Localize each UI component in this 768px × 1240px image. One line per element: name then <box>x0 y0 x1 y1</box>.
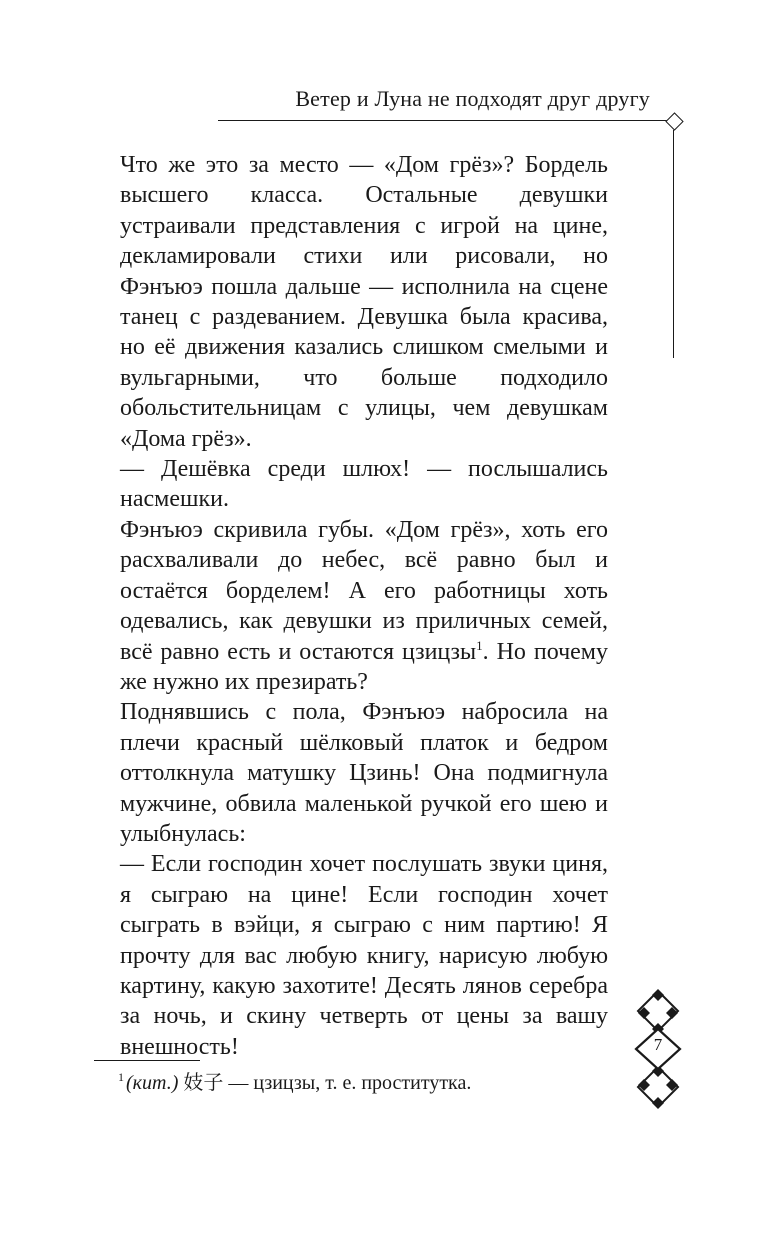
header-diamond-ornament <box>665 112 683 130</box>
footnote-abbr: (кит.) <box>126 1072 179 1094</box>
header-rule <box>218 120 672 121</box>
paragraph: Что же это за место — «Дом грёз»? Бордель высшего класса. Остальные девушки устраивали представления с игрой на цине, декламировали стихи или рисовали, но Фэнъюэ пошла дальше — исполнила на сцене танец с раздеванием. Девушка была красива, но её движения казались слишком смелыми и вульгарными, что больше подходило обольстительницам с улицы, чем девушкам «Дома грёз». <box>120 152 608 452</box>
footnote-rule <box>94 1060 200 1061</box>
page-number: 7 <box>653 1035 663 1054</box>
side-rule <box>673 130 674 358</box>
paragraph: — Если господин хочет послушать звуки циня, я сыграю на цине! Если господин хочет сыграть в вэйци, я сыграю с ним партию! Я прочту для вас любую книгу, нарисую любую картину, какую захотите! Десять лянов серебра за ночь, и скину четверть от цены за вашу внешность! <box>120 851 608 1060</box>
footnote-text: 妓子 — цзицзы, т. е. проститутка. <box>178 1072 472 1094</box>
footnote-marker: 1 <box>118 1070 124 1085</box>
footnote-reference[interactable]: 1 <box>476 637 483 653</box>
paragraph-text-tail: . Но почему же нужно их презирать? <box>120 638 608 695</box>
running-title: Ветер и Луна не подходят друг другу <box>295 86 650 111</box>
body-text <box>120 150 608 1062</box>
paragraph: — Дешёвка среди шлюх! — послышались насмешки. <box>120 456 608 513</box>
paragraph-text: Фэнъюэ скривила губы. «Дом грёз», хоть его расхваливали до небес, всё равно был и остаётся борделем! А его работницы хоть одевались, как девушки из приличных семей, всё равно есть и остаются цзицзы <box>120 516 608 665</box>
paragraph: Поднявшись с пола, Фэнъюэ набросила на плечи красный шёлковый платок и бедром оттолкнула матушку Цзинь! Она подмигнула мужчине, обвила маленькой ручкой его шею и улыбнулась: <box>120 699 608 847</box>
footnote <box>118 1066 471 1095</box>
paragraph <box>120 515 608 697</box>
